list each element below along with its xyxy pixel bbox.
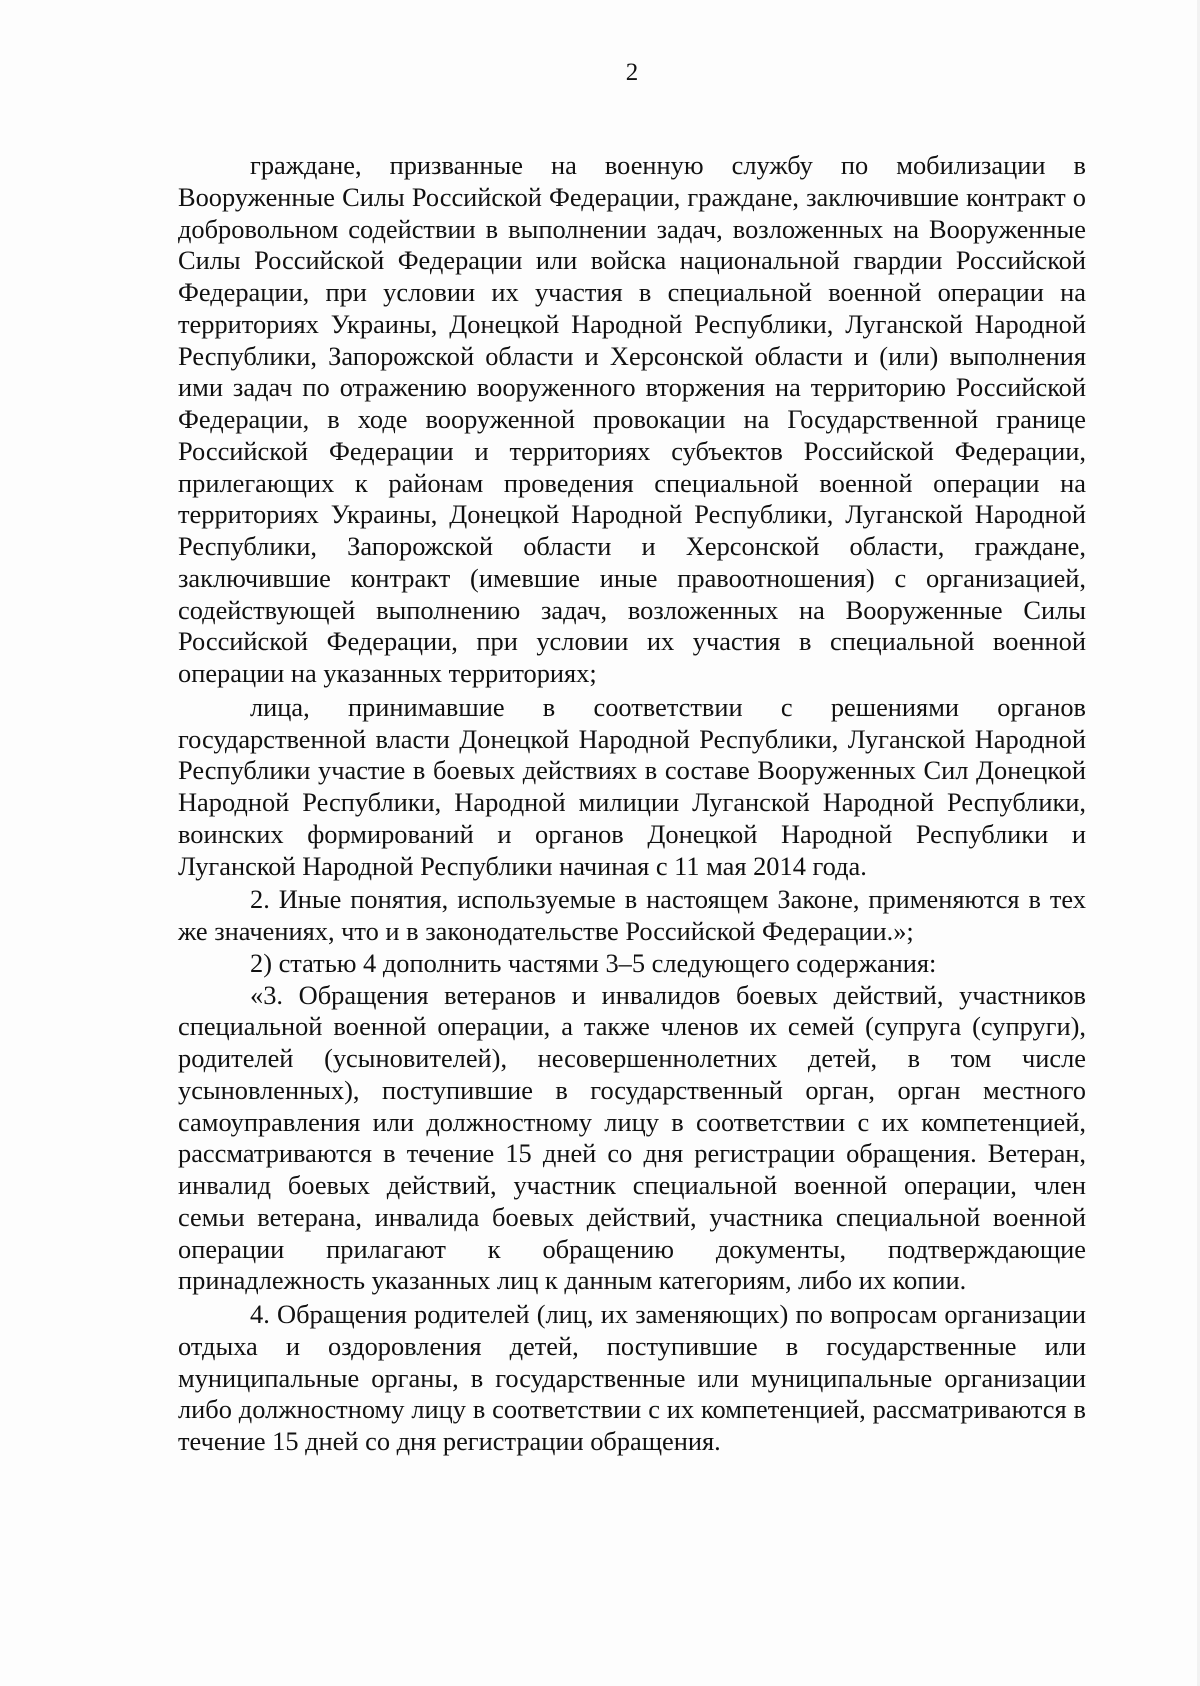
paragraph-part-4-parents-appeals: 4. Обращения родителей (лиц, их заменяющих) по вопросам организации отдыха и оздоровления детей, поступившие в государственные или муниципальные органы, в государственные или муниципальные организации либо должностному лицу в соответствии с их компетенцией, рассматриваются в течение 15 дней со дня регистрации обращения.: [178, 1299, 1086, 1456]
document-body: [178, 150, 1086, 1458]
paragraph-article-4-amendment: 2) статью 4 дополнить частями 3–5 следующего содержания:: [250, 947, 937, 978]
paragraph-part-3-veterans-appeals: «3. Обращения ветеранов и инвалидов боевых действий, участников специальной военной операции, а также членов их семей (супруга (супруги), родителей (усыновителей), несовершеннолетних детей, в том числе усыновленных), поступившие в государственный орган, орган местного самоуправления или должностному лицу в соответствии с их компетенцией, рассматриваются в течение 15 дней со дня регистрации обращения. Ветеран, инвалид боевых действий, участник специальной военной операции, член семьи ветерана, инвалида боевых действий, участника специальной военной операции прилагают к обращению документы, подтверждающие принадлежность указанных лиц к данным категориям, либо их копии.: [178, 979, 1086, 1296]
paragraph-mobilized-citizens: граждане, призванные на военную службу по мобилизации в Вооруженные Силы Российской Федерации, граждане, заключившие контракт о добровольном содействии в выполнении задач, возложенных на Вооруженные Силы Российской Федерации или войска национальной гвардии Российской Федерации, при условии их участия в специальной военной операции на территориях Украины, Донецкой Народной Республики, Луганской Народной Республики, Запорожской области и Херсонской области и (или) выполнения ими задач по отражению вооруженного вторжения на территорию Российской Федерации, в ходе вооруженной провокации на Государственной границе Российской Федерации и территориях субъектов Российской Федерации, прилегающих к районам проведения специальной военной операции на территориях Украины, Донецкой Народной Республики, Луганской Народной Республики, Запорожской области и Херсонской области, граждане, заключившие контракт (имевшие иные правоотношения) с организацией, содействующей выполнению задач, возложенных на Вооруженные Силы Российской Федерации, при условии их участия в специальной военной операции на указанных территориях;: [178, 150, 1086, 688]
page-number: 2: [625, 59, 639, 86]
paragraph-other-terms: 2. Иные понятия, используемые в настоящем Законе, применяются в тех же значениях, что и в законодательстве Российской Федерации.»;: [178, 884, 1086, 946]
paragraph-dpr-lpr-participants: лица, принимавшие в соответствии с решениями органов государственной власти Донецкой Народной Республики, Луганской Народной Республики участие в боевых действиях в составе Вооруженных Сил Донецкой Народной Республики, Народной милиции Луганской Народной Республики, воинских формирований и органов Донецкой Народной Республики и Луганской Народной Республики начиная с 11 мая 2014 года.: [178, 691, 1086, 881]
